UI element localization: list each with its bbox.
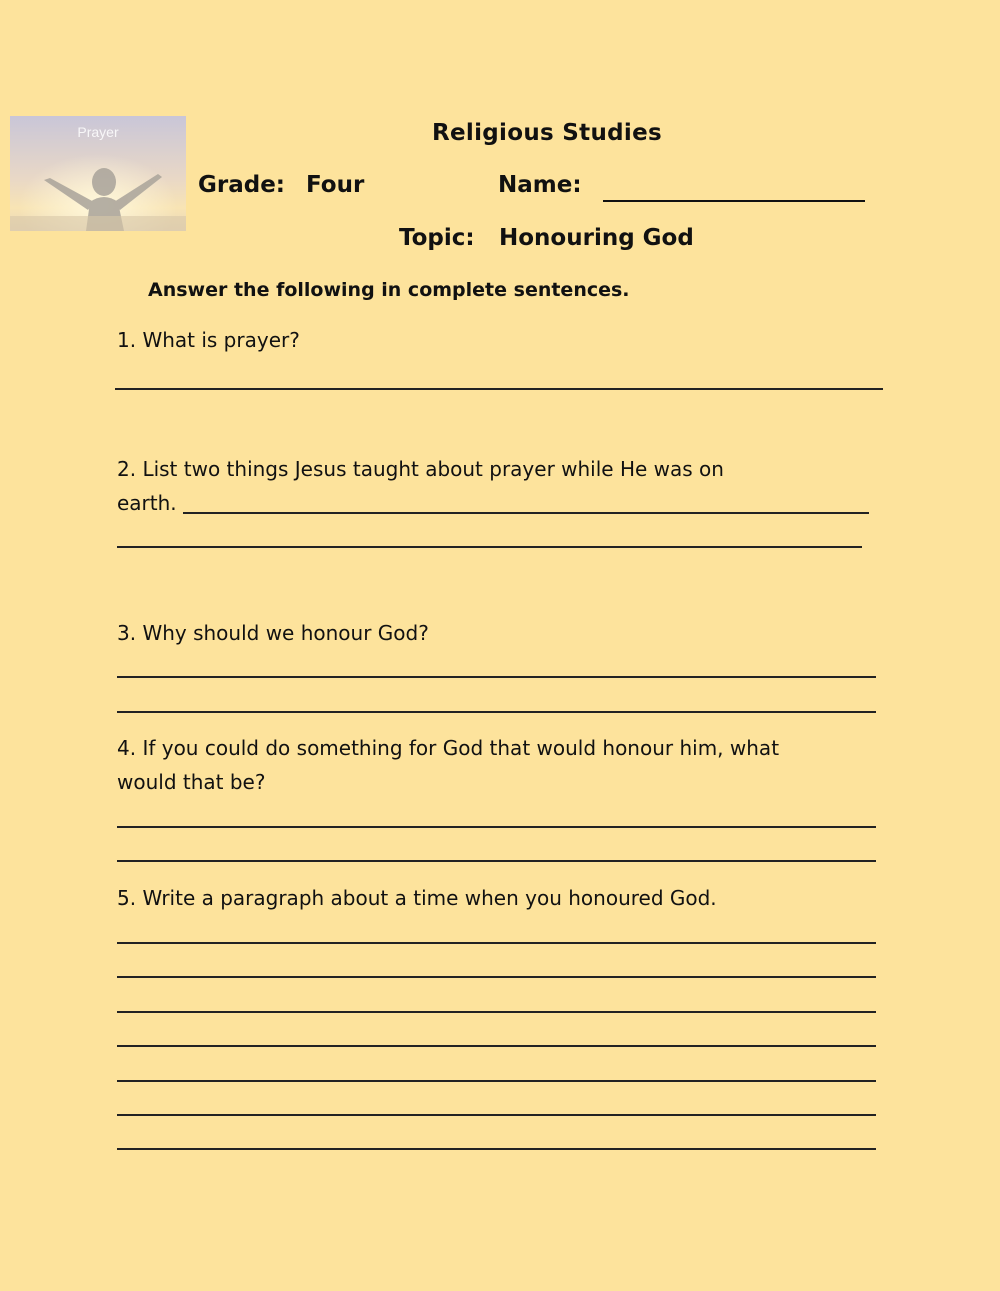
grade-label: Grade: [198,172,286,198]
question-4: 4. If you could do something for God that would honour him, what [117,736,780,760]
answer-line[interactable] [117,1011,876,1013]
answer-line[interactable] [115,388,883,390]
answer-line[interactable] [117,860,876,862]
answer-line[interactable] [117,942,876,944]
answer-line[interactable] [117,976,876,978]
answer-line[interactable] [117,546,862,548]
question-3: 3. Why should we honour God? [117,621,429,645]
answer-line[interactable] [117,1045,876,1047]
question-1: 1. What is prayer? [117,328,300,352]
question-2-continued: earth. [117,491,177,515]
answer-line[interactable] [117,676,876,678]
question-4-continued: would that be? [117,770,266,794]
prayer-image [10,116,186,231]
answer-line[interactable] [117,826,876,828]
answer-line[interactable] [117,1148,876,1150]
answer-line[interactable] [117,711,876,713]
name-label: Name: [498,172,582,198]
answer-line[interactable] [183,512,869,514]
question-5: 5. Write a paragraph about a time when you honoured God. [117,886,717,910]
answer-line[interactable] [117,1114,876,1116]
name-answer-line[interactable] [603,200,865,202]
topic-value: Honouring God [499,225,694,251]
question-2: 2. List two things Jesus taught about prayer while He was on [117,457,724,481]
answer-line[interactable] [117,1080,876,1082]
topic-label: Topic: [399,225,475,251]
grade-value: Four [306,172,365,198]
instructions: Answer the following in complete sentences. [148,279,630,301]
image-caption: Prayer [77,124,119,140]
page-title: Religious Studies [432,120,662,146]
